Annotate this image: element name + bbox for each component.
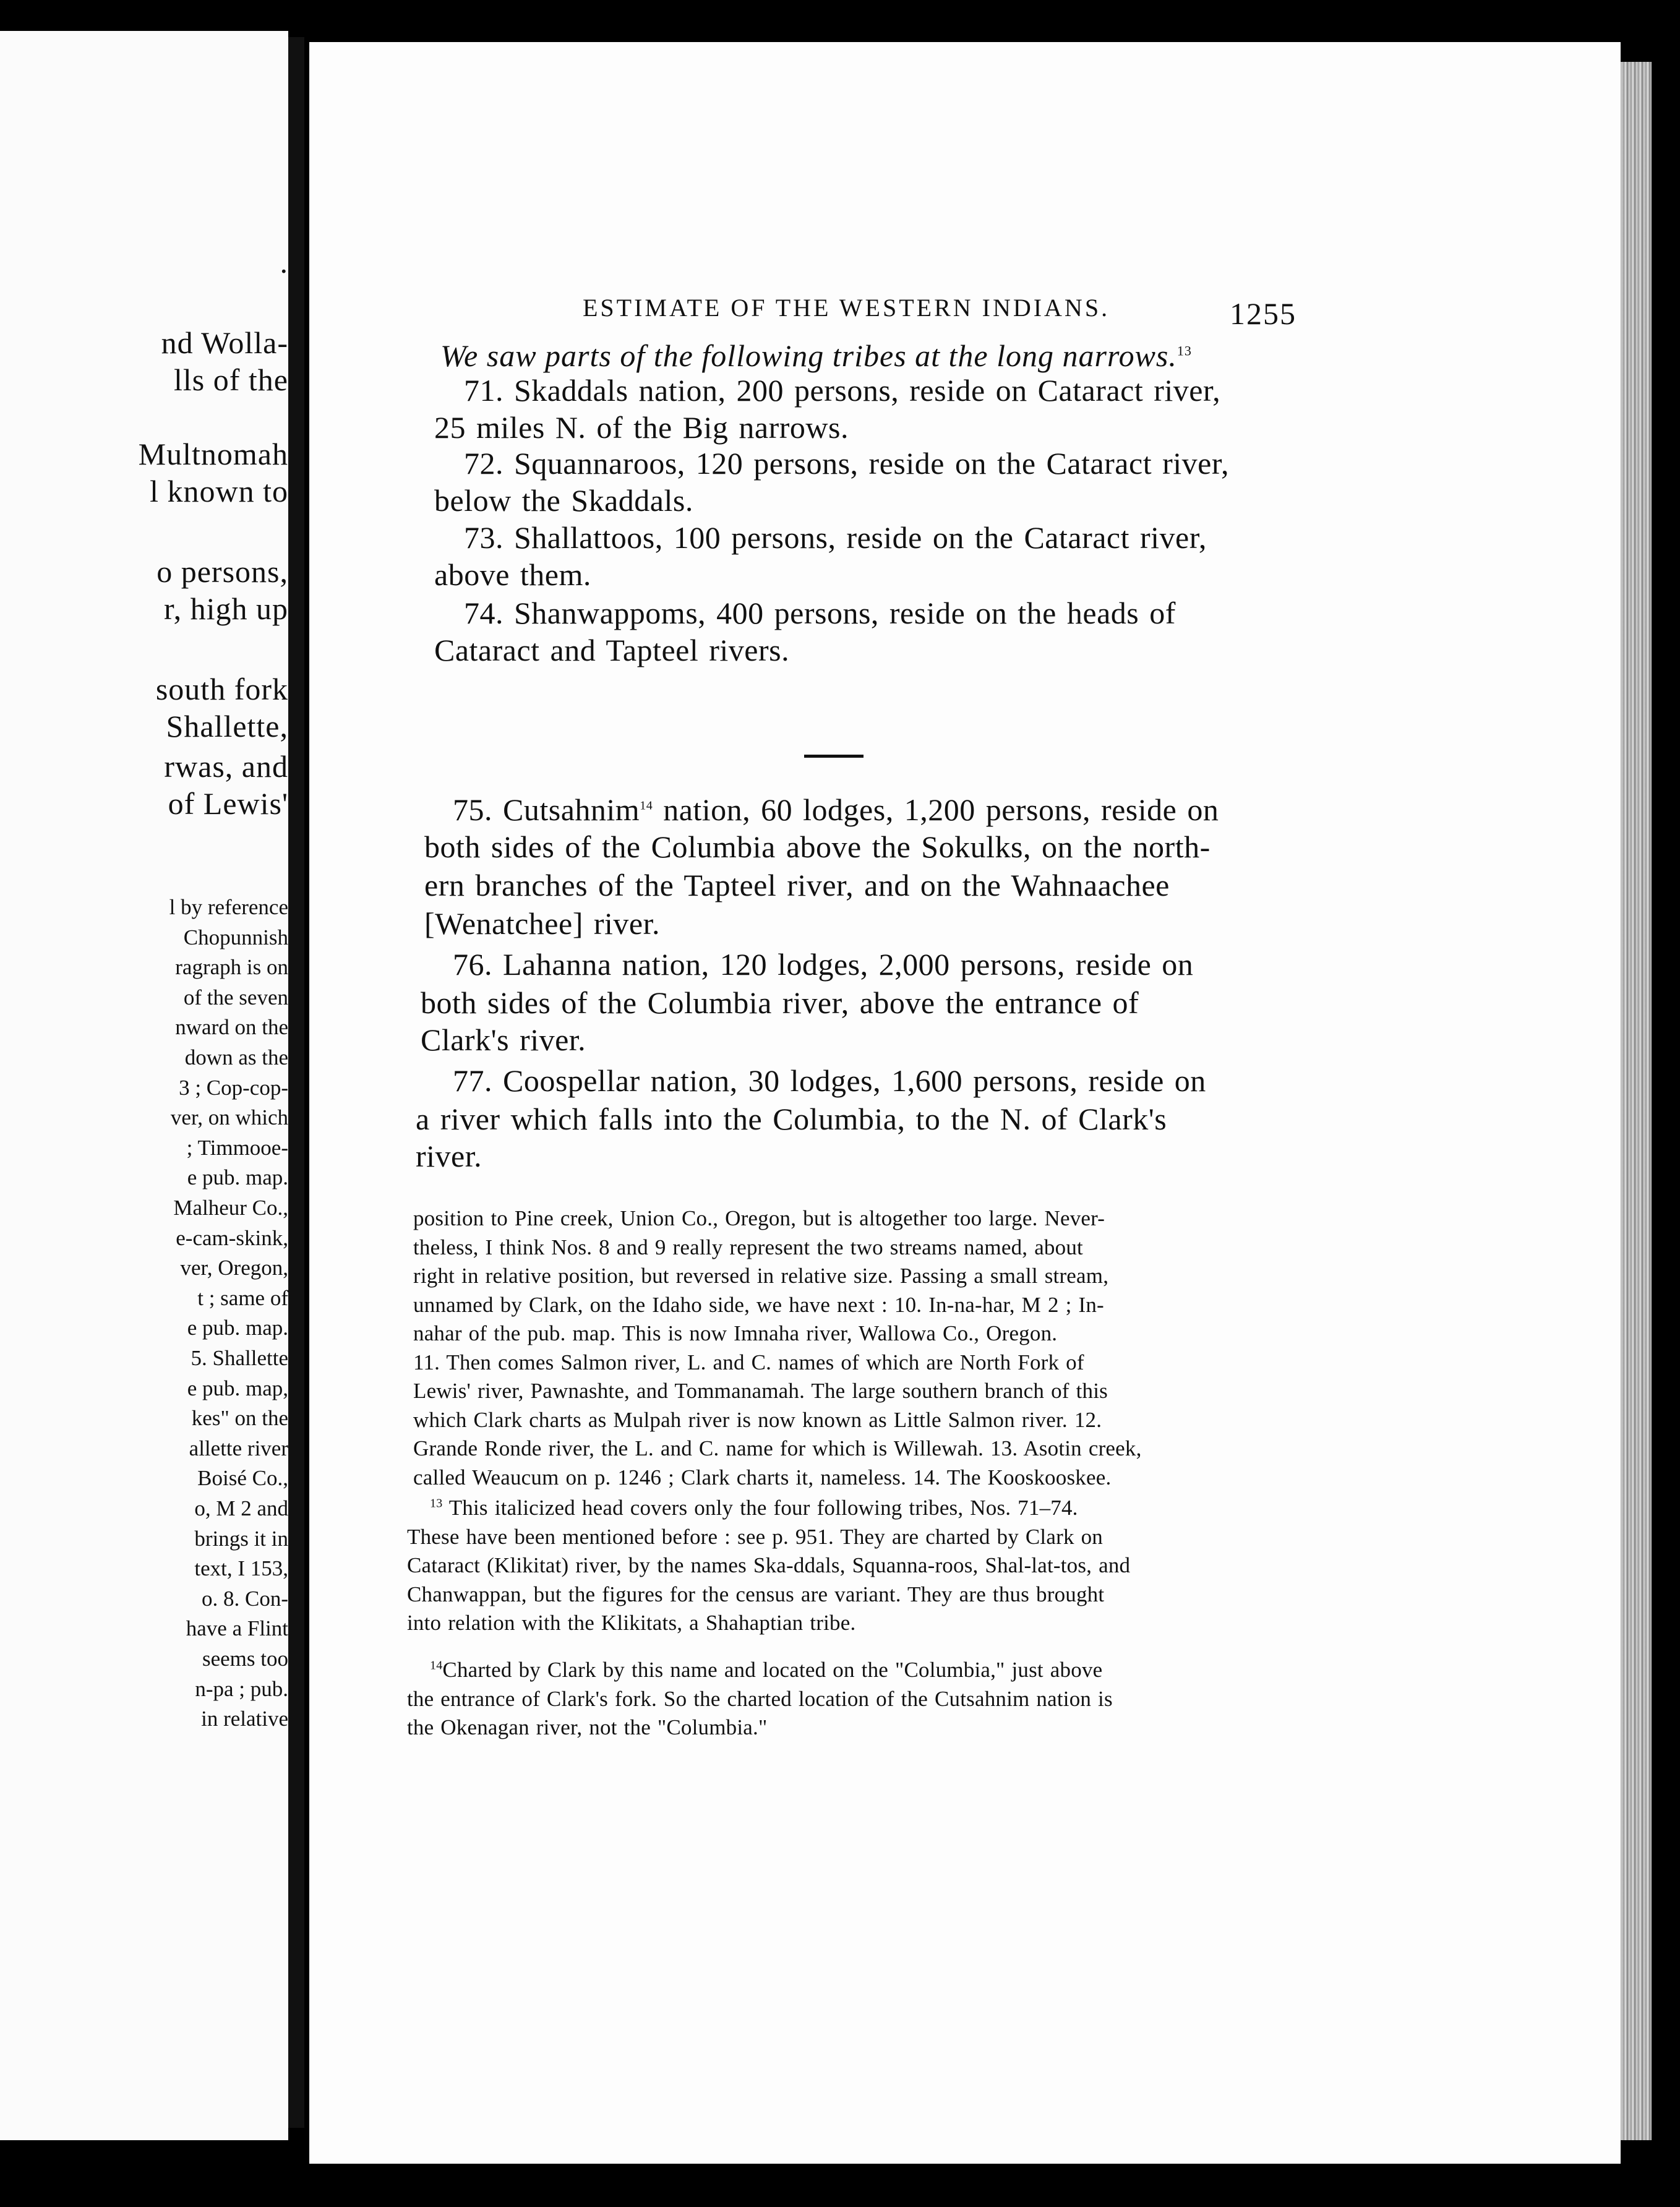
left-footnote-line-6: down as the (184, 1045, 288, 1069)
fn13-text: This italicized head covers only the four following tribes, Nos. 71–74. (442, 1496, 1078, 1520)
fn14-line-2: the entrance of Clark's fork. So the charted location of the Cutsahnim nation is (407, 1686, 1113, 1711)
entry-75-text: nation, 60 lodges, 1,200 persons, reside on (653, 792, 1219, 827)
left-footnote-line-27: n-pa ; pub. (195, 1676, 288, 1701)
entry-75-cont-line-2: ern branches of the Tapteel river, and on the Wahnaachee (424, 868, 1170, 902)
left-footnote-line-16: 5. Shallette (191, 1346, 288, 1370)
left-facing-page (0, 31, 288, 2140)
entry-75-cont-line-3: [Wenatchee] river. (424, 906, 660, 941)
fn14-text: Charted by Clark by this name and located on the "Columbia," just above (442, 1658, 1103, 1682)
left-footnote-line-5: nward on the (175, 1015, 288, 1040)
left-footnote-line-11: Malheur Co., (173, 1196, 288, 1220)
footnote-mark-14: 14 (640, 799, 653, 813)
entry-a-line-3: 72. Squannaroos, 120 persons, reside on the Cataract river, (464, 446, 1229, 481)
left-footnote-line-18: kes" on the (191, 1406, 288, 1431)
fn14-line-1 (430, 1658, 1102, 1682)
left-footnote-line-1: l by reference (169, 895, 288, 919)
entry-b-line-5: a river which falls into the Columbia, to the N. of Clark's (416, 1102, 1167, 1136)
left-footnote-line-21: o, M 2 and (194, 1496, 288, 1520)
entry-75-line-1 (453, 792, 1219, 828)
fn13-line-1 (430, 1496, 1078, 1520)
left-footnote-line-17: e pub. map, (187, 1376, 288, 1400)
fn14-mark: 14 (430, 1658, 443, 1673)
left-footnote-line-3: ragraph is on (175, 955, 288, 980)
fn13-line-3: Cataract (Klikitat) river, by the names Ska-ddals, Squanna-roos, Shal-lat-tos, and (407, 1553, 1131, 1577)
left-footnote-line-10: e pub. map. (187, 1165, 288, 1190)
footnote-mark-13: 13 (1176, 343, 1192, 359)
entry-75-cont-line-1: both sides of the Columbia above the Sokulks, on the north- (424, 829, 1211, 864)
footnote-line-10: called Weaucum on p. 1246 ; Clark charts it, nameless. 14. The Kooskooskee. (413, 1465, 1112, 1489)
left-footnote-line-2: Chopunnish (183, 925, 288, 949)
entry-a-line-8: Cataract and Tapteel rivers. (434, 633, 790, 667)
fn14-line-3: the Okenagan river, not the "Columbia." (407, 1715, 768, 1739)
left-body-line-7: r, high up (163, 591, 288, 626)
footnote-line-9: Grande Ronde river, the L. and C. name for which is Willewah. 13. Asotin creek, (413, 1436, 1142, 1460)
entry-a-line-4: below the Skaddals. (434, 483, 693, 518)
subhead-text: We saw parts of the following tribes at the long narrows. (440, 338, 1177, 373)
entry-b-line-1: 76. Lahanna nation, 120 lodges, 2,000 persons, reside on (453, 947, 1194, 982)
right-page (309, 42, 1621, 2164)
left-footnote-line-23: text, I 153, (194, 1556, 288, 1581)
left-footnote-line-22: brings it in (194, 1526, 288, 1551)
footnote-line-4: unnamed by Clark, on the Idaho side, we have next : 10. In-na-har, M 2 ; In- (413, 1292, 1104, 1317)
left-footnote-line-13: ver, Oregon, (180, 1256, 288, 1280)
fn13-line-5: into relation with the Klikitats, a Shahaptian tribe. (407, 1611, 856, 1635)
left-body-line-10: rwas, and (164, 749, 288, 784)
footnote-line-5: nahar of the pub. map. This is now Imnaha river, Wallowa Co., Oregon. (413, 1321, 1058, 1345)
left-footnote-line-4: of the seven (183, 985, 288, 1009)
entry-b-line-2: both sides of the Columbia river, above the entrance of (421, 985, 1139, 1020)
left-footnote-line-15: e pub. map. (187, 1316, 288, 1340)
running-head: ESTIMATE OF THE WESTERN INDIANS. (583, 294, 1110, 322)
left-body-line-2: nd Wolla- (161, 325, 288, 360)
entry-b-line-4: 77. Coospellar nation, 30 lodges, 1,600 persons, reside on (453, 1063, 1206, 1098)
left-footnote-line-8: ver, on which (170, 1105, 288, 1130)
left-footnote-line-7: 3 ; Cop-cop- (179, 1075, 288, 1100)
left-body-line-4: Multnomah (138, 437, 288, 471)
fn13-mark: 13 (430, 1496, 443, 1511)
entry-a-line-6: above them. (434, 557, 591, 592)
footnote-line-8: which Clark charts as Mulpah river is now known as Little Salmon river. 12. (413, 1407, 1102, 1432)
left-body-line-3: lls of the (174, 362, 288, 397)
footnote-line-7: Lewis' river, Pawnashte, and Tommanamah. The large southern branch of this (413, 1379, 1108, 1403)
left-footnote-line-24: o. 8. Con- (202, 1586, 288, 1611)
entry-a-line-1: 71. Skaddals nation, 200 persons, reside on Cataract river, (464, 373, 1221, 408)
footnote-line-1: position to Pine creek, Union Co., Oregon, but is altogether too large. Never- (413, 1206, 1105, 1230)
left-footnote-line-25: have a Flint (186, 1616, 288, 1641)
left-body-line-8: south fork (155, 672, 288, 706)
left-footnote-line-12: e-cam-skink, (176, 1225, 288, 1250)
fn13-line-4: Chanwappan, but the figures for the census are variant. They are thus brought (407, 1582, 1105, 1606)
left-footnote-line-28: in relative (201, 1707, 288, 1731)
entry-a-line-2: 25 miles N. of the Big narrows. (434, 410, 849, 445)
footnote-line-2: theless, I think Nos. 8 and 9 really represent the two streams named, about (413, 1235, 1083, 1259)
section-subhead (440, 338, 1192, 374)
left-footnote-line-26: seems too (202, 1647, 288, 1671)
book-gutter (288, 37, 304, 2128)
entry-a-line-7: 74. Shanwappoms, 400 persons, reside on the heads of (464, 596, 1176, 630)
left-body-line-1: . (280, 245, 288, 280)
left-footnote-line-19: allette river (189, 1436, 288, 1460)
left-body-line-5: l known to (150, 474, 288, 508)
left-body-line-9: Shallette, (166, 709, 288, 744)
fn13-line-2: These have been mentioned before : see p. 951. They are charted by Clark on (407, 1524, 1103, 1549)
footnote-line-6: 11. Then comes Salmon river, L. and C. names of which are North Fork of (413, 1350, 1084, 1374)
section-rule (804, 755, 864, 758)
left-footnote-line-14: t ; same of (197, 1285, 288, 1310)
entry-b-line-6: river. (416, 1139, 482, 1173)
footnote-line-3: right in relative position, but reversed in relative size. Passing a small stream, (413, 1264, 1109, 1288)
left-footnote-line-20: Boisé Co., (197, 1466, 288, 1491)
entry-75-label: 75. Cutsahnim (453, 792, 640, 827)
left-footnote-line-9: ; Timmooe- (186, 1135, 288, 1160)
entry-b-line-3: Clark's river. (421, 1022, 586, 1057)
page-number: 1255 (1230, 296, 1296, 331)
left-body-line-11: of Lewis' (168, 786, 288, 821)
entry-a-line-5: 73. Shallattoos, 100 persons, reside on the Cataract river, (464, 520, 1207, 555)
left-body-line-6: o persons, (156, 554, 288, 589)
